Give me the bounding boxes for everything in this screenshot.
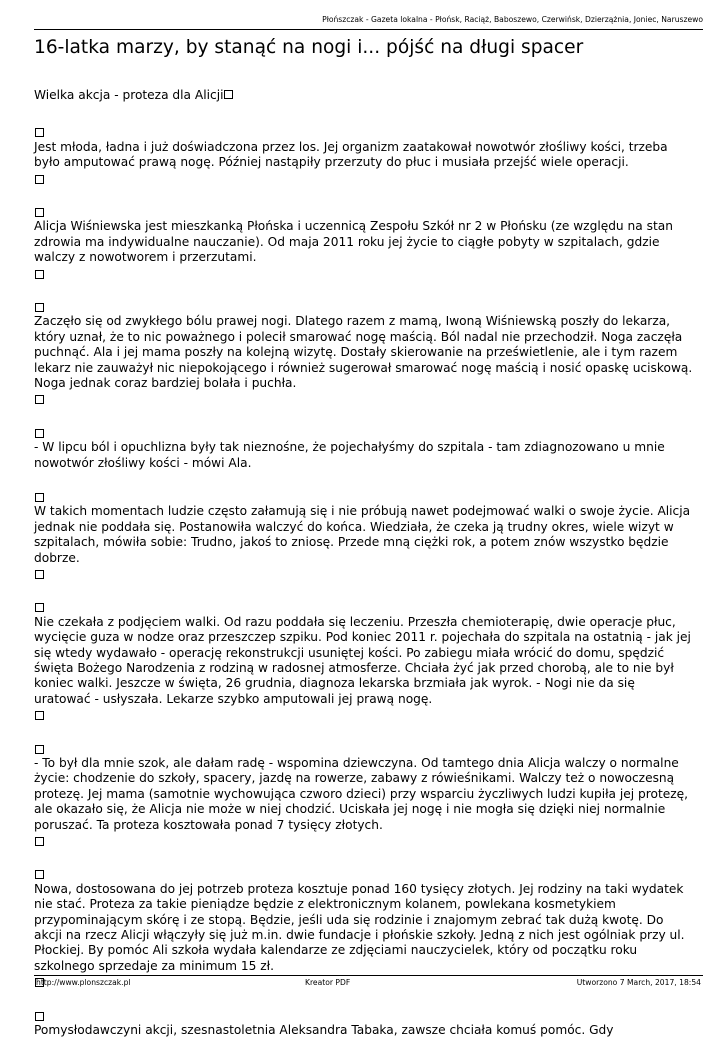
article-lead-text: Wielka akcja - proteza dla Alicji: [34, 88, 224, 102]
paragraph-text: - To był dla mnie szok, ale dałam radę - wspomina dziewczyna. Od tamtego dnia Alicja walczy o normalne życie: chodzenie do szkoły, spacery, jazdę na rowerze, zabawy z rówieśnikami. Walczy też o nowoczesną protezę. Jej mama (samotnie wychowująca czworo dzieci) przy wsparciu życzliwych ludzi kupiła jej protezę, ale okazało się, że Alicja nie może w niej chodzić. Uciskała jej nogę i nie mogła się dzięki niej normalnie poruszać. Ta proteza kosztowała ponad 7 tysięcy złotych.: [34, 756, 689, 832]
paragraph-text: Nie czekała z podjęciem walki. Od razu poddała się leczeniu. Przeszła chemioterapię, dwie operacje płuc, wycięcie guza w nodze oraz przeszczep szpiku. Pod koniec 2011 r. pojechała do szpitala na ostatnią - jak jej się wtedy wydawało - operację rekonstrukcji usuniętej kości. Po zabiegu miała wrócić do domu, spędzić święta Bożego Narodzenia z rodziną w radosnej atmosferze. Chciała żyć jak przed chorobą, ale to nie był koniec walki. Jeszcze w święta, 26 grudnia, diagnoza lekarska brzmiała jak wyrok. - Nogi nie da się uratować - usłyszała. Lekarze szybko amputowali jej prawą nogę.: [34, 614, 691, 706]
paragraph: [34, 124, 695, 186]
paragraph: [34, 866, 695, 989]
missing-glyph-icon: [34, 124, 45, 139]
paragraph-text: Nowa, dostosowana do jej potrzeb proteza kosztuje ponad 160 tysięcy złotych. Jej rodziny na taki wydatek nie stać. Proteza za takie pieniądze będzie z elektronicznym kolanem, powlekana kosmetykiem przypominającym skórę i ze stopą. Będzie, jeśli uda się rodzinie i znajomym zebrać tak dużą kwotę. Do akcji na rzecz Alicji włączyły się już m.in. dwie fundacje i płońskie szkoły. Jedną z nich jest ogólniak przy ul. Płockiej. By pomóc Ali szkoła wydała kalendarze ze zdjęciami nauczycielek, który od początku roku szkolnego sprzedaje za minimum 15 zł.: [34, 881, 685, 973]
missing-glyph-icon: [34, 266, 45, 281]
page-header: [34, 9, 703, 30]
paragraph-text: Jest młoda, ładna i już doświadczona przez los. Jej organizm zaatakował nowotwór złośliwy kości, trzeba było amputować prawą nogę. Później nastąpiły przerzuty do płuc i musiała przejść wiele operacji.: [34, 139, 668, 170]
missing-glyph-icon: [34, 833, 45, 848]
paragraph: [34, 741, 695, 849]
paragraph: [34, 204, 695, 281]
article-title: 16-latka marzy, by stanąć na nogi i... pójść na długi spacer: [34, 37, 584, 58]
paragraph-text: - W lipcu ból i opuchlizna były tak nieznośne, że pojechałyśmy do szpitala - tam zdiagnozowano u mnie nowotwór złośliwy kości - mówi Ala.: [34, 440, 665, 470]
missing-glyph-icon: [34, 299, 45, 314]
footer-created-date: Utworzono 7 March, 2017, 18:54: [576, 978, 701, 987]
footer-url: http://www.plonszczak.pl: [36, 978, 131, 987]
paragraph: [34, 489, 695, 581]
paragraph-text: W takich momentach ludzie często załamują się i nie próbują nawet podejmować walki o swoje życie. Alicja jednak nie poddała się. Postanowiła walczyć do końca. Wiedziała, że czeka ją trudny okres, wiele wizyt w szpitalach, mówiła sobie: Trudno, jakoś to zniosę. Przede mną ciężki rok, a potem znów wszystko będzie dobrze.: [34, 504, 691, 565]
missing-glyph-icon: [223, 89, 234, 100]
missing-glyph-icon: [34, 171, 45, 186]
missing-glyph-icon: [34, 566, 45, 581]
paragraph-text: Pomysłodawczyni akcji, szesnastoletnia Aleksandra Tabaka, zawsze chciała komuś pomóc. Gdy: [34, 1023, 614, 1038]
missing-glyph-icon: [34, 489, 45, 504]
missing-glyph-icon: [34, 391, 45, 406]
missing-glyph-icon: [34, 204, 45, 219]
missing-glyph-icon: [34, 741, 45, 756]
paragraph-text: Zaczęło się od zwykłego bólu prawej nogi. Dlatego razem z mamą, Iwoną Wiśniewską poszły do lekarza, który uznał, że to nic poważnego i polecił smarować nogę maścią. Ból nadal nie przechodził. Noga zaczęła puchnąć. Ala i jej mama poszły na kolejną wizytę. Dostały skierowanie na prześwietlenie, ale i tym razem lekarz nie zauważył nic niepokojącego i również sugerował smarować nogę maścią i nosić opaskę uciskową. Noga jednak coraz bardziej bolała i puchła.: [34, 314, 693, 391]
missing-glyph-icon: [34, 1008, 45, 1023]
page-footer: [34, 975, 703, 990]
missing-glyph-icon: [34, 425, 45, 440]
article-lead: [34, 88, 695, 103]
paragraph-text: Alicja Wiśniewska jest mieszkanką Płońska i uczennicą Zespołu Szkół nr 2 w Płońsku (ze względu na stan zdrowia ma indywidualne nauczanie). Od maja 2011 roku jej życie to ciągłe pobyty w szpitalach, gdzie walczy z nowotworem i przerzutami.: [34, 219, 673, 265]
missing-glyph-icon: [34, 866, 45, 881]
paragraph: [34, 599, 695, 722]
paragraph: [34, 1008, 695, 1038]
missing-glyph-icon: [34, 599, 45, 614]
paragraph: [34, 425, 695, 471]
paragraph: [34, 299, 695, 407]
missing-glyph-icon: [34, 707, 45, 722]
footer-generator: Kreator PDF: [305, 978, 351, 987]
header-site-info: Płońszczak - Gazeta lokalna - Płońsk, Raciąż, Baboszewo, Czerwińsk, Dzierzążnia, Joniec, Naruszewo: [322, 15, 703, 24]
